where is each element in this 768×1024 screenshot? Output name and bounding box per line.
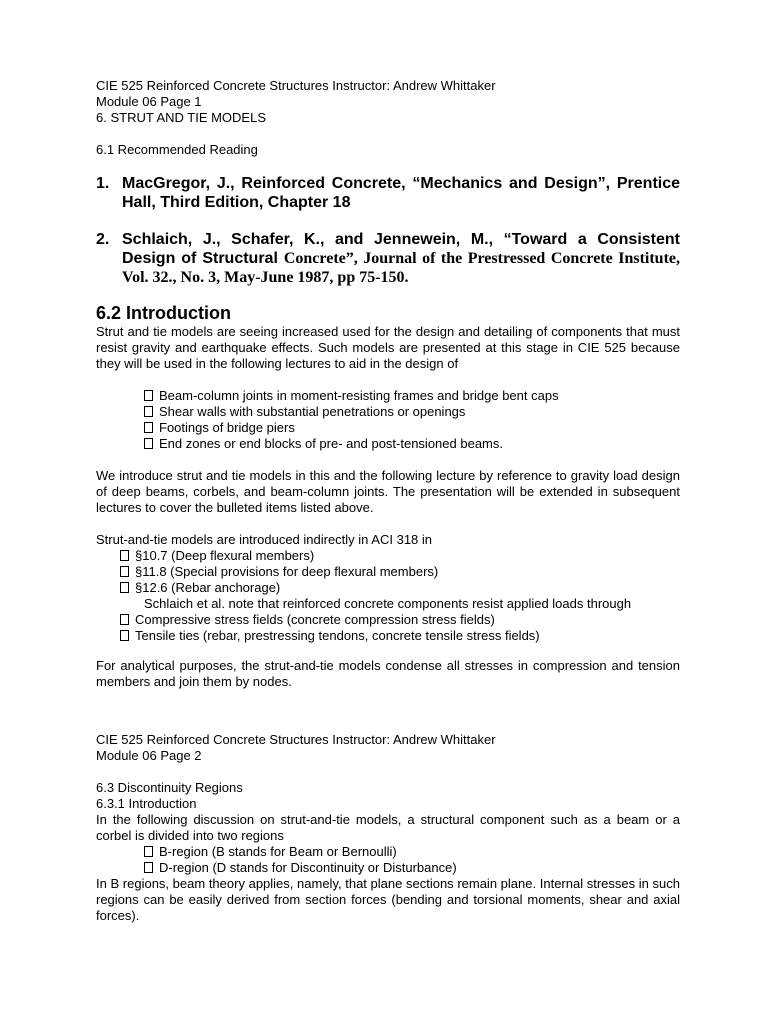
reading-heading: 6.1 Recommended Reading (96, 142, 258, 157)
reference-2-number: 2. (96, 231, 110, 248)
bullet-item: Footings of bridge piers (96, 420, 680, 436)
reference-2 (96, 230, 680, 287)
introduction-heading: 6.2 Introduction (96, 303, 231, 323)
page-header-line2: Module 06 Page 1 (96, 94, 202, 109)
reference-1-part-c: ”, Prentice Hall, Third Edition, Chapter 18 (122, 175, 681, 211)
schlaich-note: Schlaich et al. note that reinforced concrete components resist applied loads through (144, 596, 632, 611)
region-item: D-region (D stands for Discontinuity or Disturbance) (96, 860, 680, 876)
checkbox-glyph-icon (120, 550, 129, 561)
checkbox-glyph-icon (144, 422, 153, 433)
aci-item: §12.6 (Rebar anchorage) (96, 580, 680, 596)
checkbox-glyph-icon (144, 846, 153, 857)
reference-1-part-a: MacGregor, J., Reinforced Concrete, “ (122, 175, 421, 192)
bullet-item: Beam-column joints in moment-resisting frames and bridge bent caps (96, 388, 680, 404)
checkbox-glyph-icon (144, 390, 153, 401)
aci-intro: Strut-and-tie models are introduced indirectly in ACI 318 in (96, 532, 433, 547)
region-item: B-region (B stands for Beam or Bernoulli) (96, 844, 680, 860)
checkbox-glyph-icon (144, 406, 153, 417)
reference-2-part-b: Concrete”, Journal of the Prestressed Concrete Institute, Vol. 32., No. 3, May-June 1987, pp 75-150. (122, 250, 681, 286)
bullet-item: End zones or end blocks of pre- and post-tensioned beams. (96, 436, 680, 452)
page-header-line1: CIE 525 Reinforced Concrete Structures Instructor: Andrew Whittaker (96, 78, 496, 93)
checkbox-glyph-icon (120, 582, 129, 593)
aci-item: §11.8 (Special provisions for deep flexural members) (96, 564, 680, 580)
checkbox-glyph-icon (144, 862, 153, 873)
section-title: 6. STRUT AND TIE MODELS (96, 110, 267, 125)
paragraph-2: We introduce strut and tie models in this and the following lecture by reference to gravity load design of deep beams, corbels, and beam-column joints. The presentation will be extended in subsequent lectures to cover the bulleted items listed above. (96, 468, 680, 515)
page2-paragraph-1: In the following discussion on strut-and-tie models, a structural component such as a beam or a corbel is divided into two regions (96, 812, 680, 843)
reference-1 (96, 174, 680, 212)
page2-header-line1: CIE 525 Reinforced Concrete Structures Instructor: Andrew Whittaker (96, 732, 496, 747)
resist-item: Tensile ties (rebar, prestressing tendons, concrete tensile stress fields) (96, 628, 680, 644)
introduction-paragraph: Strut and tie models are seeing increased used for the design and detailing of components that must resist gravity and earthquake effects. Such models are presented at this stage in CIE 525 because they will be used in the following lectures to aid in the design of (96, 324, 680, 371)
reference-1-text (122, 174, 680, 212)
reference-1-number: 1. (96, 175, 110, 192)
aci-item: §10.7 (Deep flexural members) (96, 548, 680, 564)
reference-2-text (122, 230, 680, 287)
subsection-heading: 6.3.1 Introduction (96, 796, 197, 811)
paragraph-3: For analytical purposes, the strut-and-tie models condense all stresses in compression and tension members and join them by nodes. (96, 658, 680, 689)
checkbox-glyph-icon (120, 630, 129, 641)
page2-paragraph-2: In B regions, beam theory applies, namely, that plane sections remain plane. Internal stresses in such regions can be easily derived from section forces (bending and torsional moments, shear and axial forces). (96, 876, 680, 923)
reference-2-part-a: Schlaich, J., Schafer, K., and Jennewein, M., “Toward a Consistent Design of Structural (122, 231, 680, 267)
reference-1-part-b: Mechanics and Design (420, 175, 598, 192)
bullet-item: Shear walls with substantial penetrations or openings (96, 404, 680, 420)
checkbox-glyph-icon (120, 614, 129, 625)
checkbox-glyph-icon (120, 566, 129, 577)
discontinuity-heading: 6.3 Discontinuity Regions (96, 780, 243, 795)
document-page (96, 78, 680, 924)
resist-item: Compressive stress fields (concrete compression stress fields) (96, 612, 680, 628)
page2-header-line2: Module 06 Page 2 (96, 748, 202, 763)
checkbox-glyph-icon (144, 438, 153, 449)
